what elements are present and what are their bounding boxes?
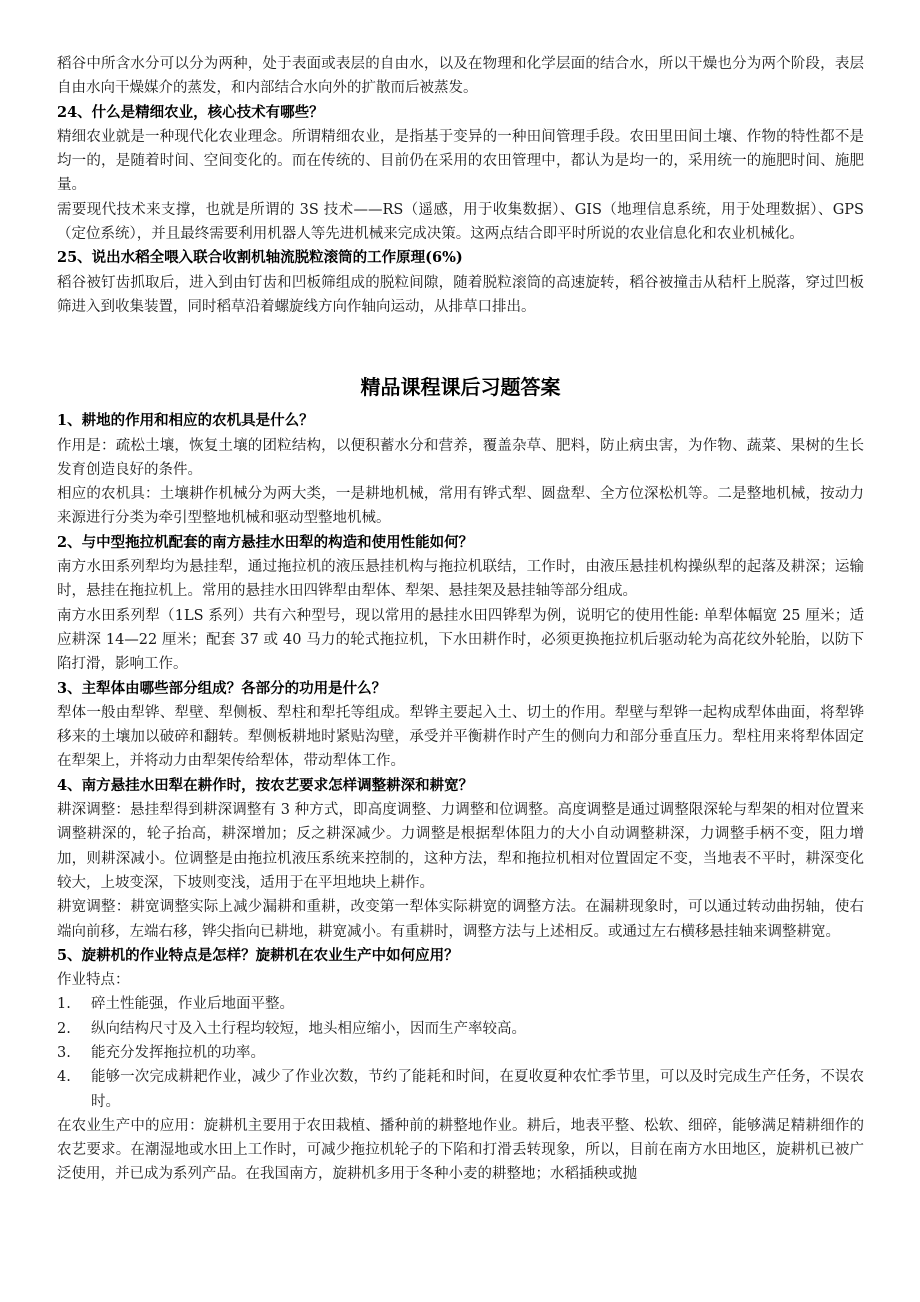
answer-24-paragraph-1: 精细农业就是一种现代化农业理念。所谓精细农业，是指基于变异的一种田间管理手段。农田里田间土壤、作物的特性都不是均一的，是随着时间、空间变化的。而在传统的、目前仍在采用的农田管理中，都认为是均一的，采用统一的施肥时间、施肥量。 <box>57 128 864 194</box>
list-item-number: 4. <box>57 1069 71 1086</box>
question-1: 1、耕地的作用和相应的农机具是什么？ <box>57 412 314 430</box>
question-4: 4、南方悬挂水田犁在耕作时，按农艺要求怎样调整耕深和耕宽？ <box>57 776 474 794</box>
list-item-number: 2. <box>57 1020 71 1037</box>
answer-2-paragraph-2: 南方水田系列犁（1LS 系列）共有六种型号，现以常用的悬挂水田四铧犁为例，说明它的使用性能: 单犁体幅宽 25 厘米；适应耕深 14—22 厘米；配套 37 或 40 马力的轮式拖拉机，下水田耕作时，必须更换拖拉机后驱动轮为高花纹外轮胎，以防下陷打滑，影响工作。 <box>57 607 864 673</box>
list-item-text: 纵向结构尺寸及入土行程均较短，地头相应缩小，因而生产率较高。 <box>91 1020 526 1037</box>
answer-5-label: 作业特点： <box>57 972 130 989</box>
answer-5-application: 在农业生产中的应用：旋耕机主要用于农田栽植、播种前的耕整地作业。耕后，地表平整、松软、细碎，能够满足精耕细作的农艺要求。在潮湿地或水田上工作时，可减少拖拉机轮子的下陷和打滑丢转现象，所以，目前在南方水田地区，旋耕机已被广泛使用，并已成为系列产品。在我国南方，旋耕机多用于冬种小麦的耕整地；水稻插秧或抛 <box>57 1117 864 1183</box>
question-2: 2、与中型拖拉机配套的南方悬挂水田犁的构造和使用性能如何？ <box>57 533 474 551</box>
list-item <box>57 1017 864 1041</box>
list-item-text: 能充分发挥拖拉机的功率。 <box>91 1044 265 1061</box>
list-item <box>57 1065 864 1114</box>
section-title: 精品课程课后习题答案 <box>360 375 561 400</box>
list-item <box>57 1041 864 1065</box>
list-item <box>57 992 864 1016</box>
answer-4-width-adjustment: 耕宽调整：耕宽调整实际上减少漏耕和重耕，改变第一犁体实际耕宽的调整方法。在漏耕现象时，可以通过转动曲拐轴，使右端向前移，左端右移，铧尖指向已耕地，耕宽减小。有重耕时，调整方法与上述相反。或通过左右横移悬挂轴来调整耕宽。 <box>57 899 864 940</box>
answer-2-paragraph-1: 南方水田系列犁均为悬挂犁，通过拖拉机的液压悬挂机构与拖拉机联结，工作时，由液压悬挂机构操纵犁的起落及耕深；运输时，悬挂在拖拉机上。常用的悬挂水田四铧犁由犁体、犁架、悬挂架及悬挂轴等部分组成。 <box>57 559 864 600</box>
list-item-number: 3. <box>57 1044 71 1061</box>
answer-4-depth-adjustment: 耕深调整：悬挂犁得到耕深调整有 3 种方式，即高度调整、力调整和位调整。高度调整是通过调整限深轮与犁架的相对位置来调整耕深的，轮子抬高，耕深增加；反之耕深减少。力调整是根据犁体阻力的大小自动调整耕深，力调整手柄不变，阻力增加，则耕深减小。位调整是由拖拉机液压系统来控制的，这种方法，犁和拖拉机相对位置固定不变，当地表不平时，耕深变化较大，上坡变深，下坡则变浅，适用于在平坦地块上耕作。 <box>57 802 864 891</box>
answer-25: 稻谷被钉齿抓取后，进入到由钉齿和凹板筛组成的脱粒间隙，随着脱粒滚筒的高速旋转，稻谷被撞击从秸杆上脱落，穿过凹板筛进入到收集装置，同时稻草沿着螺旋线方向作轴向运动，从排草口排出。 <box>57 274 864 315</box>
question-24: 24、什么是精细农业，核心技术有哪些？ <box>57 103 324 121</box>
answer-24-paragraph-2: 需要现代技术来支撑，也就是所谓的 3S 技术——RS（遥感，用于收集数据）、GIS（地理信息系统，用于处理数据）、GPS（定位系统），并且最终需要利用机器人等先进机械来完成决策。这两点结合即平时所说的农业信息化和农业机械化。 <box>57 201 864 243</box>
list-item-text: 能够一次完成耕耙作业，减少了作业次数，节约了能耗和时间，在夏收夏种农忙季节里，可以及时完成生产任务，不误农时。 <box>91 1069 864 1110</box>
list-item-number: 1. <box>57 996 71 1013</box>
question-5: 5、旋耕机的作业特点是怎样？旋耕机在农业生产中如何应用？ <box>57 946 459 964</box>
question-25: 25、说出水稻全喂入联合收割机轴流脱粒滚筒的工作原理(6%) <box>57 249 463 267</box>
answer-3: 犁体一般由犁铧、犁壁、犁侧板、犁柱和犁托等组成。犁铧主要起入土、切土的作用。犁壁与犁铧一起构成犁体曲面，将犁铧移来的土壤加以破碎和翻转。犁侧板耕地时紧贴沟壁，承受并平衡耕作时产生的侧向力和部分垂直压力。犁柱用来将犁体固定在犁架上，并将动力由犁架传给犁体，带动犁体工作。 <box>57 704 864 770</box>
answer-1-paragraph-2: 相应的农机具：土壤耕作机械分为两大类，一是耕地机械，常用有铧式犁、圆盘犁、全方位深松机等。二是整地机械，按动力来源进行分类为牵引型整地机械和驱动型整地机械。 <box>57 486 864 527</box>
answer-1-paragraph-1: 作用是：疏松土壤，恢复土壤的团粒结构，以便积蓄水分和营养，覆盖杂草、肥料，防止病虫害，为作物、蔬菜、果树的生长发育创造良好的条件。 <box>57 437 864 478</box>
question-3: 3、主犁体由哪些部分组成？各部分的功用是什么？ <box>57 679 387 697</box>
paragraph-drying-stages: 稻谷中所含水分可以分为两种，处于表面或表层的自由水，以及在物理和化学层面的结合水，所以干燥也分为两个阶段，表层自由水向干燥媒介的蒸发，和内部结合水向外的扩散而后被蒸发。 <box>57 56 864 97</box>
list-item-text: 碎土性能强，作业后地面平整。 <box>91 996 294 1013</box>
